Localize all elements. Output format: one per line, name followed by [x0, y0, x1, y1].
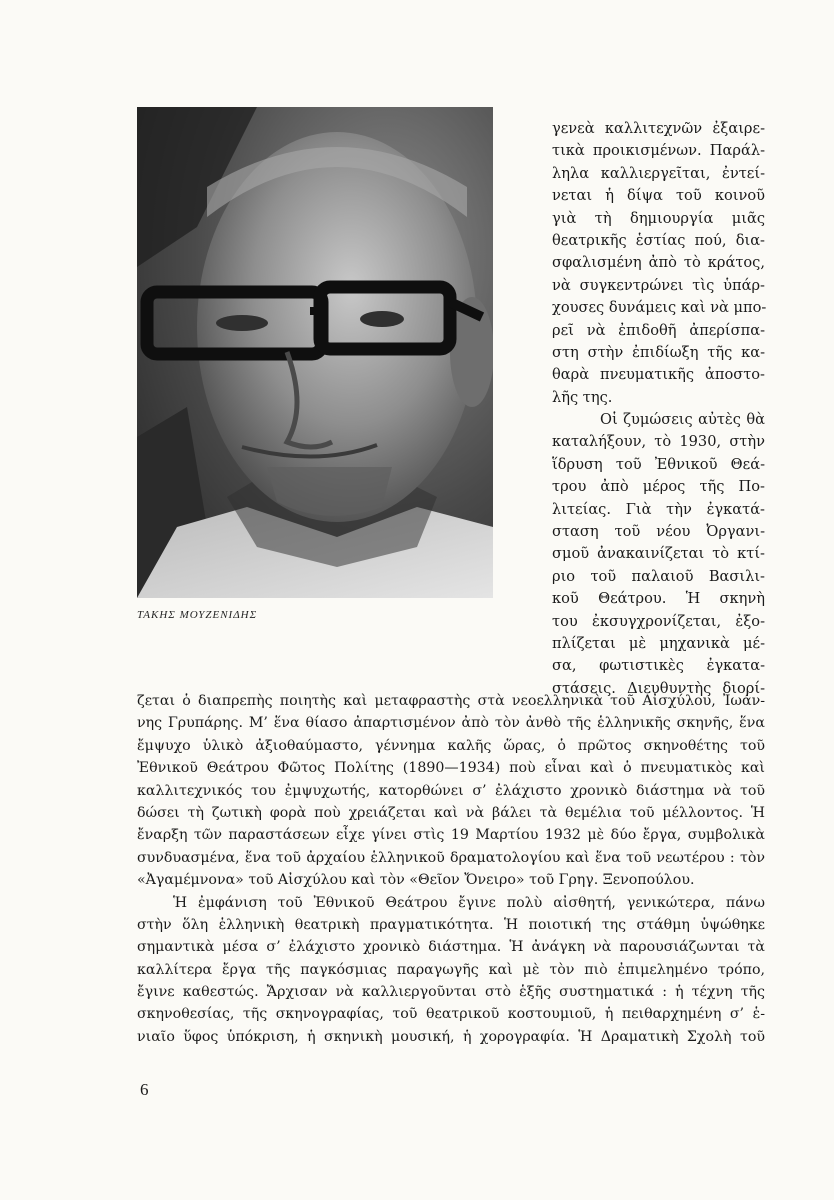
text-line: σφαλισμένη ἀπὸ τὸ κράτος,	[552, 254, 765, 272]
text-line: στη στὴν ἐπιδίωξη τῆς κα-	[552, 343, 765, 361]
text-line: συνδυασμένα, ἕνα τοῦ ἀρχαίου ἑλληνικοῦ δραματολογίου καὶ ἕνα τοῦ νεωτέρου : τὸν	[137, 849, 765, 866]
text-line: ριο τοῦ παλαιοῦ Βασιλι-	[552, 567, 765, 585]
text-line: καταλήξουν, τὸ 1930, στὴν	[552, 433, 765, 451]
text-line: νεται ἡ δίψα τοῦ κοινοῦ	[552, 187, 765, 205]
text-line: σταση τοῦ νέου Ὀργανι-	[552, 523, 765, 541]
text-line: στὴν ὅλη ἑλληνικὴ θεατρικὴ πραγματικότητα. Ἡ ποιοτική της στάθμη ὑψώθηκε	[137, 916, 765, 933]
text-line: σημαντικὰ μέσα σ’ ἐλάχιστο χρονικὸ διάστημα. Ἡ ἀνάγκη νὰ παρουσιάζωνται τὰ	[137, 939, 765, 956]
right-column-text	[552, 118, 765, 700]
full-width-text	[137, 690, 765, 1048]
text-line: πλίζεται μὲ μηχανικὰ μέ-	[552, 634, 765, 652]
text-line: του ἐκσυγχρονίζεται, ἐξο-	[552, 612, 765, 630]
text-line: Ἡ ἐμφάνιση τοῦ Ἐθνικοῦ Θεάτρου ἔγινε πολὺ αἰσθητή, γενικώτερα, πάνω	[173, 894, 765, 911]
portrait-photo	[137, 107, 493, 598]
text-line: γενεὰ καλλιτεχνῶν ἐξαιρε-	[552, 120, 765, 137]
text-line: νὰ συγκεντρώνει τὶς ὑπάρ-	[552, 276, 765, 294]
text-line: καλλίτερα ἔργα τῆς παγκόσμιας παραγωγῆς καὶ μὲ τὸν πιὸ ἐπιμελημένο τρόπο,	[137, 961, 765, 978]
text-line: θαρὰ πνευματικῆς ἀποστο-	[552, 366, 765, 384]
text-line: δώσει τὴ ζωτικὴ φορὰ ποὺ χρειάζεται καὶ νὰ βάλει τὰ θεμέλια τοῦ μέλλοντος. Ἡ	[137, 804, 765, 821]
photo-caption: ΤΑΚΗΣ ΜΟΥΖΕΝΙΔΗΣ	[137, 609, 258, 621]
text-line: κοῦ Θεάτρου. Ἡ σκηνὴ	[552, 590, 765, 608]
text-line: λιτείας. Γιὰ τὴν ἐγκατά-	[552, 500, 765, 518]
text-line: ληλα καλλιεργεῖται, ἐντεί-	[552, 164, 765, 182]
text-line: σκηνοθεσίας, τῆς σκηνογραφίας, τοῦ θεατρικοῦ κοστουμιοῦ, ἡ πειθαρχημένη σ’ ἑ-	[137, 1006, 765, 1023]
text-line: «Ἀγαμέμνονα» τοῦ Αἰσχύλου καὶ τὸν «Θεῖον Ὄνειρο» τοῦ Γρηγ. Ξενοπούλου.	[137, 872, 695, 889]
text-line: Ἐθνικοῦ Θεάτρου Φῶτος Πολίτης (1890—1934) ποὺ εἶναι καὶ ὁ πνευματικὸς καὶ	[137, 760, 765, 777]
text-line: γιὰ τὴ δημιουργία μιᾶς	[552, 209, 765, 227]
text-line: σα, φωτιστικὲς ἐγκατα-	[552, 657, 765, 675]
text-line: νιαῖο ὕφος ὑπόκριση, ἡ σκηνικὴ μουσική, ἡ χορογραφία. Ἡ Δραματικὴ Σχολὴ τοῦ	[137, 1028, 765, 1045]
text-line: σμοῦ ἀνακαινίζεται τὸ κτί-	[552, 545, 765, 563]
text-line: ἵδρυση τοῦ Ἐθνικοῦ Θεά-	[552, 455, 765, 473]
page-number: 6	[140, 1080, 149, 1099]
text-line: Οἱ ζυμώσεις αὐτὲς θὰ	[600, 411, 765, 429]
text-line: τρου ἀπὸ μέρος τῆς Πο-	[552, 478, 765, 496]
text-line: τικὰ προικισμένων. Παράλ-	[552, 142, 765, 160]
text-line: ἔμψυχο ὑλικὸ ἀξιοθαύμαστο, γέννημα καλῆς ὥρας, ὁ πρῶτος σκηνοθέτης τοῦ	[137, 737, 765, 754]
text-line: στάσεις. Διευθυντὴς διορί-	[552, 679, 765, 697]
text-line: ζεται ὁ διαπρεπὴς ποιητὴς καὶ μεταφραστὴς στὰ νεοελληνικὰ τοῦ Αἰσχύλου, Ἰωάν-	[137, 693, 765, 709]
text-line: χουσες δυνάμεις καὶ νὰ μπο-	[552, 299, 767, 317]
text-line: λῆς της.	[552, 388, 613, 406]
text-line: ἔναρξη τῶν παραστάσεων εἶχε γίνει στὶς 19 Μαρτίου 1932 μὲ δύο ἔργα, συμβολικὰ	[137, 827, 765, 844]
text-line: καλλιτεχνικός του ἐμψυχωτής, κατορθώνει σ’ ἐλάχιστο χρονικὸ διάστημα νὰ τοῦ	[137, 782, 765, 799]
text-line: ἔγινε καθεστώς. Ἄρχισαν νὰ καλλιεργοῦνται στὸ ἑξῆς συστηματικά : ἡ τέχνη τῆς	[137, 984, 765, 1001]
text-line: νης Γρυπάρης. Μ’ ἕνα θίασο ἀπαρτισμένον ἀπὸ τὸν ἀνθὸ τῆς ἑλληνικῆς σκηνῆς, ἕνα	[137, 715, 765, 732]
text-line: θεατρικῆς ἑστίας πού, δια-	[552, 231, 765, 249]
text-line: ρεῖ νὰ ἐπιδοθῆ ἀπερίσπα-	[552, 321, 765, 339]
